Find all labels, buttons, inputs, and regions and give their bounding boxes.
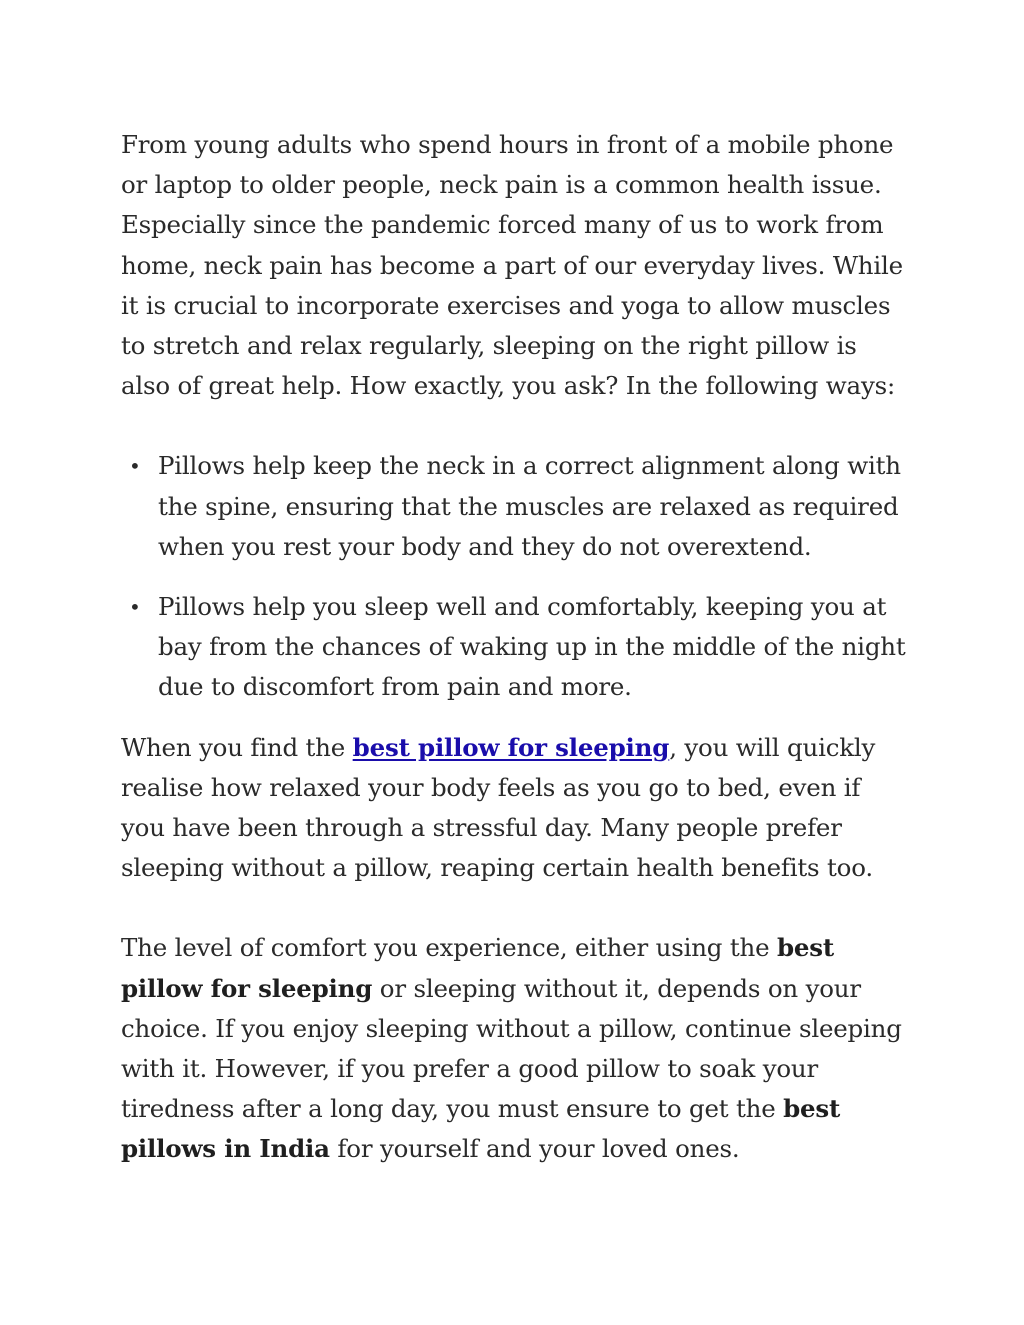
- intro-paragraph: From young adults who spend hours in front of a mobile phone or laptop to older people, neck pain is a common health issue. Especially since the pandemic forced many of us to work from home, neck pain has become a part of our everyday lives. While it is crucial to incorporate exercises and yoga to allow muscles to stretch and relax regularly, sleeping on the right pillow is also of great help. How exactly, you ask? In the following ways:: [121, 130, 903, 401]
- link-paragraph: [121, 728, 911, 889]
- bold-phrase-best-pillows-india: best pillows in India: [121, 1094, 841, 1164]
- list-item: [121, 446, 911, 567]
- benefits-list: [121, 446, 911, 707]
- list-item-text: Pillows help you sleep well and comfortably, keeping you at bay from the chances of waking up in the middle of the night due to discomfort from pain and more.: [158, 592, 906, 702]
- comfort-paragraph-part2: or sleeping without it, depends on your choice. If you enjoy sleeping without a pillow, continue sleeping with it. However, if you prefer a good pillow to soak your tiredness after a long day, you must ensure to get the: [121, 973, 902, 1124]
- comfort-paragraph-part1: The level of comfort you experience, either using the: [121, 933, 777, 963]
- comfort-paragraph: [121, 928, 911, 1169]
- bullet-icon: •: [129, 454, 141, 479]
- bullet-icon: •: [129, 595, 141, 620]
- list-item-text: Pillows help keep the neck in a correct alignment along with the spine, ensuring that the muscles are relaxed as required when you rest your body and they do not overextend.: [158, 451, 901, 561]
- list-item: [121, 587, 911, 708]
- comfort-paragraph-part3: for yourself and your loved ones.: [329, 1134, 740, 1164]
- bold-phrase-best-pillow: best pillow for sleeping: [121, 933, 834, 1003]
- link-paragraph-lead: When you find the: [121, 732, 353, 762]
- link-paragraph-rest: , you will quickly realise how relaxed your body feels as you go to bed, even if you have been through a stressful day. Many people prefer sleeping without a pillow, reaping certain health benefits too.: [121, 732, 876, 883]
- document-page: [121, 125, 911, 1170]
- best-pillow-link[interactable]: best pillow for sleeping: [352, 732, 670, 762]
